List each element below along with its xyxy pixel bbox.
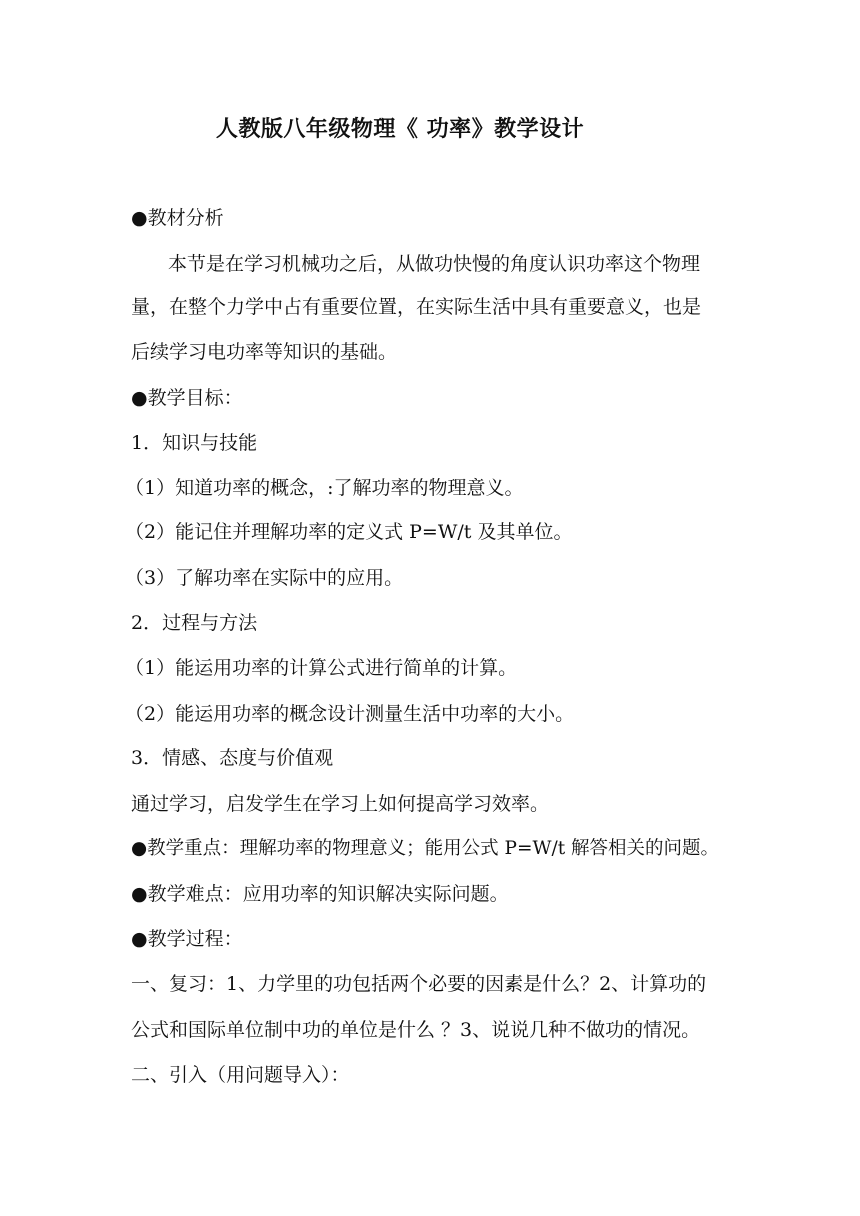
section-heading-teaching-objectives: ●教学目标： — [131, 387, 243, 409]
list-item: （3）了解功率在实际中的应用。 — [125, 567, 404, 589]
section-heading-textbook-analysis: ●教材分析 — [131, 207, 224, 229]
list-item: （2）能记住并理解功率的定义式 P=W/t 及其单位。 — [125, 521, 573, 543]
teaching-key-points: ●教学重点：理解功率的物理意义；能用公式 P=W/t 解答相关的问题。 — [131, 838, 720, 859]
section-heading-teaching-process: ●教学过程： — [131, 928, 243, 950]
list-item: （1）知道功率的概念，:了解功率的物理意义。 — [125, 477, 524, 499]
teaching-difficulties: ●教学难点：应用功率的知识解决实际问题。 — [131, 883, 509, 905]
paragraph-line: 通过学习，启发学生在学习上如何提高学习效率。 — [131, 793, 550, 815]
list-item: （2）能运用功率的概念设计测量生活中功率的大小。 — [125, 703, 575, 725]
review-line: 公式和国际单位制中功的单位是什么 ？3、说说几种不做功的情况。 — [131, 1019, 701, 1041]
document-title: 人教版八年级物理《 功率》教学设计 — [215, 117, 585, 142]
review-line: 一、复习：1、力学里的功包括两个必要的因素是什么？2、计算功的 — [131, 973, 707, 995]
subheading-knowledge-skills: 1．知识与技能 — [131, 432, 258, 454]
subheading-process-methods: 2．过程与方法 — [131, 612, 258, 634]
paragraph-line: 后续学习电功率等知识的基础。 — [131, 341, 398, 363]
paragraph-line: 量，在整个力学中占有重要位置，在实际生活中具有重要意义，也是 — [131, 296, 702, 318]
list-item: （1）能运用功率的计算公式进行简单的计算。 — [125, 657, 518, 679]
subheading-emotion-values: 3．情感、态度与价值观 — [131, 747, 334, 769]
paragraph-line: 本节是在学习机械功之后，从做功快慢的角度认识功率这个物理 — [168, 253, 701, 275]
introduction-line: 二、引入（用问题导入）： — [131, 1064, 350, 1086]
